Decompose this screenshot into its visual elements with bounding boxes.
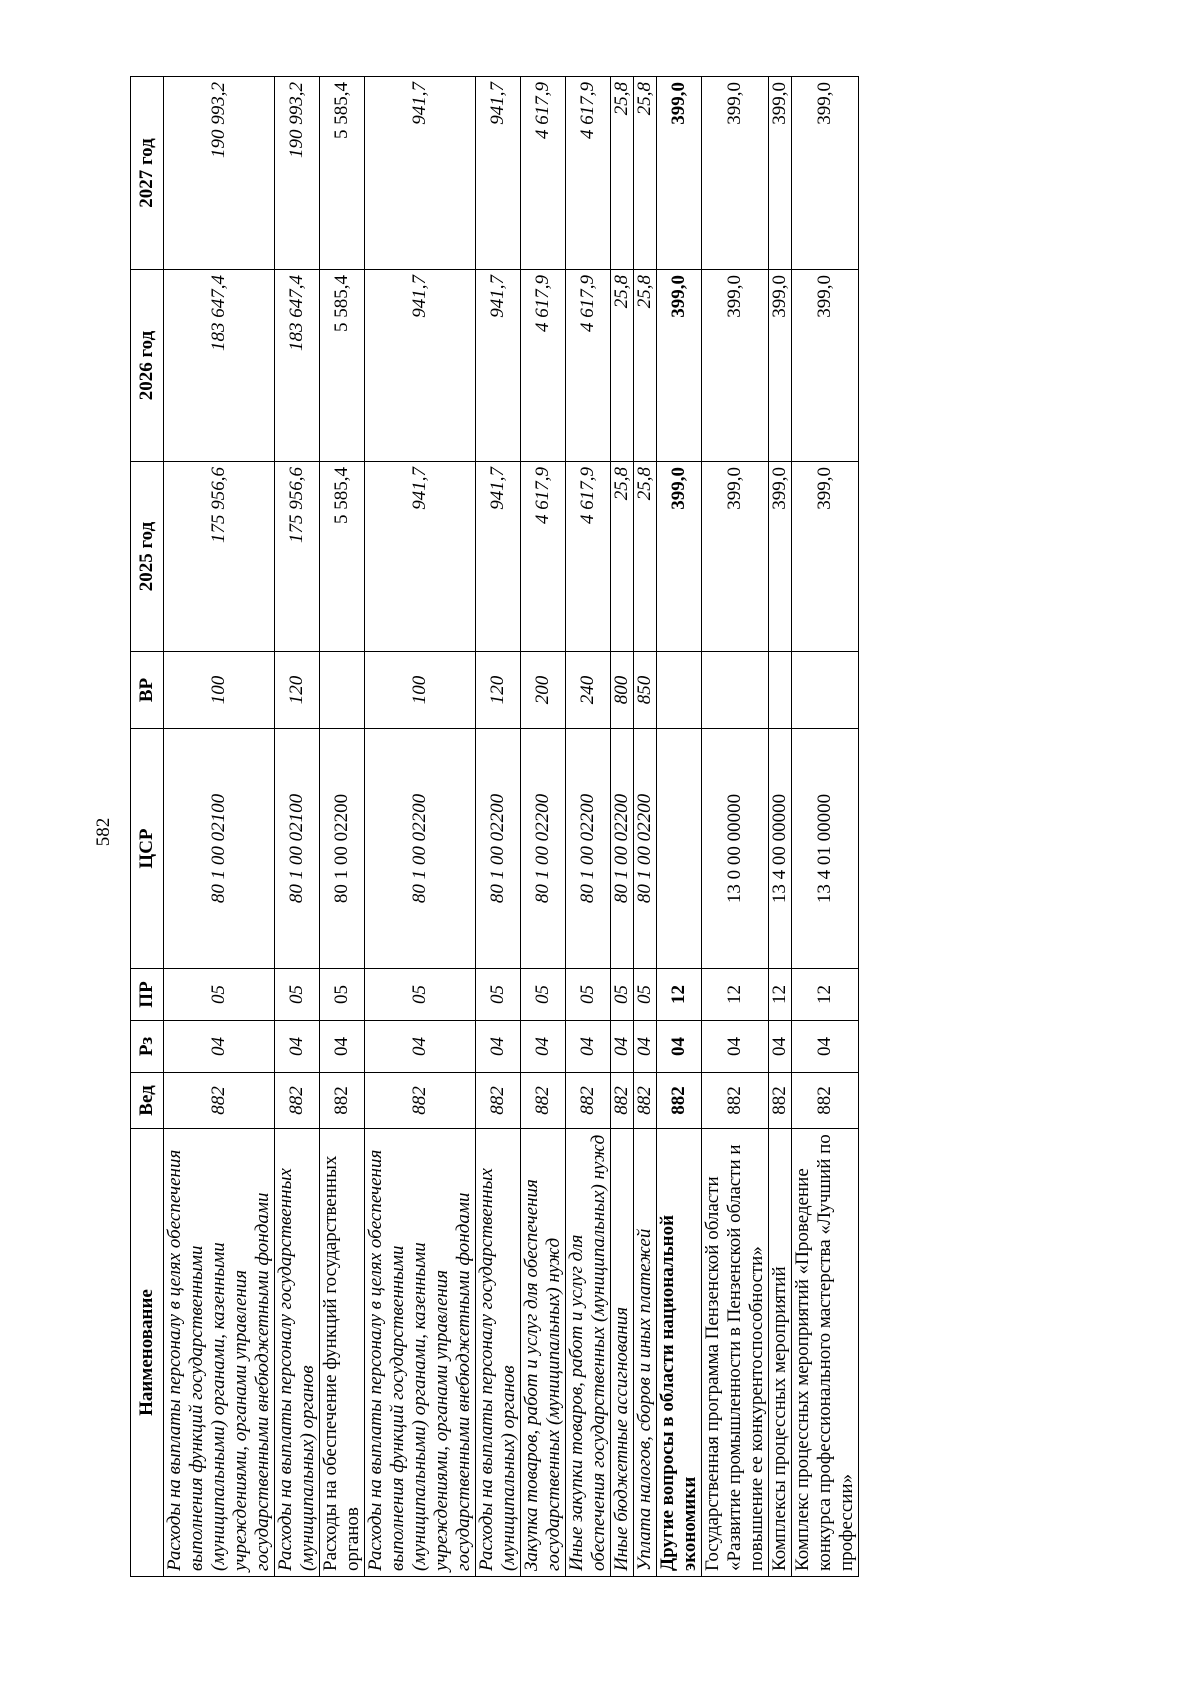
cell-2027: 190 993,2 [275, 77, 320, 270]
table-row [769, 77, 792, 1577]
cell-ved: 882 [769, 1073, 792, 1129]
rotated-table-container [130, 77, 1065, 1577]
cell-rz: 04 [566, 1021, 611, 1073]
cell-name: Комплексы процессных мероприятий [769, 1129, 792, 1577]
cell-2027: 399,0 [769, 77, 792, 270]
cell-rz: 04 [611, 1021, 634, 1073]
table-header-row [131, 77, 164, 1577]
cell-rz: 04 [792, 1021, 859, 1073]
cell-pr: 05 [275, 969, 320, 1021]
cell-2027: 25,8 [611, 77, 634, 270]
cell-vr: 120 [476, 652, 521, 729]
header-2026: 2026 год [131, 270, 164, 462]
cell-csr: 80 1 00 02200 [521, 729, 566, 969]
cell-pr: 05 [320, 969, 365, 1021]
table-row [611, 77, 634, 1577]
cell-pr: 12 [792, 969, 859, 1021]
cell-pr: 05 [164, 969, 275, 1021]
cell-ved: 882 [566, 1073, 611, 1129]
cell-name: Расходы на выплаты персоналу государственных (муниципальных) органов [275, 1129, 320, 1577]
cell-csr [657, 729, 702, 969]
cell-csr: 80 1 00 02200 [566, 729, 611, 969]
cell-name: Государственная программа Пензенской области «Развитие промышленности в Пензенской области и повышение ее конкурентоспособности» [702, 1129, 769, 1577]
cell-csr: 80 1 00 02100 [275, 729, 320, 969]
cell-csr: 80 1 00 02200 [634, 729, 657, 969]
table-row [566, 77, 611, 1577]
cell-2026: 5 585,4 [320, 270, 365, 462]
cell-csr: 13 0 00 00000 [702, 729, 769, 969]
cell-rz: 04 [657, 1021, 702, 1073]
cell-rz: 04 [521, 1021, 566, 1073]
cell-csr: 13 4 00 00000 [769, 729, 792, 969]
cell-csr: 80 1 00 02200 [320, 729, 365, 969]
cell-pr: 12 [769, 969, 792, 1021]
cell-name: Расходы на обеспечение функций государственных органов [320, 1129, 365, 1577]
page-number: 582 [93, 817, 114, 847]
table-row [365, 77, 476, 1577]
cell-pr: 05 [634, 969, 657, 1021]
cell-vr: 120 [275, 652, 320, 729]
cell-csr: 80 1 00 02200 [365, 729, 476, 969]
cell-2027: 399,0 [792, 77, 859, 270]
cell-rz: 04 [769, 1021, 792, 1073]
cell-2025: 25,8 [634, 462, 657, 652]
table-row [164, 77, 275, 1577]
cell-vr [320, 652, 365, 729]
cell-2027: 941,7 [476, 77, 521, 270]
cell-name: Уплата налогов, сборов и иных платежей [634, 1129, 657, 1577]
cell-vr [769, 652, 792, 729]
cell-name: Закупка товаров, работ и услуг для обеспечения государственных (муниципальных) нужд [521, 1129, 566, 1577]
cell-2026: 399,0 [769, 270, 792, 462]
cell-2025: 399,0 [702, 462, 769, 652]
cell-2026: 941,7 [365, 270, 476, 462]
cell-2027: 399,0 [702, 77, 769, 270]
cell-2027: 5 585,4 [320, 77, 365, 270]
table-body [164, 77, 859, 1577]
cell-name: Другие вопросы в области национальной экономики [657, 1129, 702, 1577]
cell-ved: 882 [275, 1073, 320, 1129]
cell-vr [702, 652, 769, 729]
cell-2026: 399,0 [792, 270, 859, 462]
cell-2027: 190 993,2 [164, 77, 275, 270]
cell-ved: 882 [657, 1073, 702, 1129]
cell-2027: 4 617,9 [521, 77, 566, 270]
cell-name: Иные бюджетные ассигнования [611, 1129, 634, 1577]
cell-ved: 882 [634, 1073, 657, 1129]
cell-2025: 4 617,9 [521, 462, 566, 652]
cell-name: Комплекс процессных мероприятий «Проведение конкурса профессионального мастерства «Лучший по профессии» [792, 1129, 859, 1577]
table-row [275, 77, 320, 1577]
header-name: Наименование [131, 1129, 164, 1577]
header-rz: Рз [131, 1021, 164, 1073]
cell-2026: 4 617,9 [566, 270, 611, 462]
cell-pr: 05 [476, 969, 521, 1021]
table-row [476, 77, 521, 1577]
cell-csr: 80 1 00 02200 [611, 729, 634, 969]
cell-ved: 882 [792, 1073, 859, 1129]
cell-vr [792, 652, 859, 729]
cell-2026: 399,0 [657, 270, 702, 462]
cell-csr: 13 4 01 00000 [792, 729, 859, 969]
cell-vr: 850 [634, 652, 657, 729]
cell-ved: 882 [702, 1073, 769, 1129]
table-row [792, 77, 859, 1577]
table-row [657, 77, 702, 1577]
cell-pr: 05 [365, 969, 476, 1021]
cell-2027: 399,0 [657, 77, 702, 270]
cell-2027: 25,8 [634, 77, 657, 270]
cell-rz: 04 [365, 1021, 476, 1073]
cell-2025: 399,0 [769, 462, 792, 652]
table-row [320, 77, 365, 1577]
cell-vr [657, 652, 702, 729]
cell-pr: 05 [611, 969, 634, 1021]
cell-pr: 12 [702, 969, 769, 1021]
cell-rz: 04 [634, 1021, 657, 1073]
cell-vr: 240 [566, 652, 611, 729]
cell-2025: 399,0 [792, 462, 859, 652]
cell-vr: 200 [521, 652, 566, 729]
cell-2026: 183 647,4 [275, 270, 320, 462]
cell-ved: 882 [611, 1073, 634, 1129]
cell-rz: 04 [320, 1021, 365, 1073]
cell-2025: 175 956,6 [275, 462, 320, 652]
cell-vr: 100 [164, 652, 275, 729]
cell-2025: 5 585,4 [320, 462, 365, 652]
cell-2026: 4 617,9 [521, 270, 566, 462]
cell-ved: 882 [365, 1073, 476, 1129]
cell-2025: 4 617,9 [566, 462, 611, 652]
cell-name: Расходы на выплаты персоналу в целях обеспечения выполнения функций государственными (муниципальными) органами, казенными учреждениями, органами управления государственными внебюджетными фондами [164, 1129, 275, 1577]
cell-2027: 941,7 [365, 77, 476, 270]
cell-name: Расходы на выплаты персоналу государственных (муниципальных) органов [476, 1129, 521, 1577]
cell-2025: 941,7 [476, 462, 521, 652]
cell-vr: 800 [611, 652, 634, 729]
cell-pr: 12 [657, 969, 702, 1021]
cell-name: Иные закупки товаров, работ и услуг для обеспечения государственных (муниципальных) нужд [566, 1129, 611, 1577]
cell-2026: 941,7 [476, 270, 521, 462]
table-row [634, 77, 657, 1577]
cell-2026: 25,8 [634, 270, 657, 462]
table-row [702, 77, 769, 1577]
cell-2025: 941,7 [365, 462, 476, 652]
header-pr: ПР [131, 969, 164, 1021]
cell-rz: 04 [476, 1021, 521, 1073]
cell-csr: 80 1 00 02200 [476, 729, 521, 969]
cell-rz: 04 [164, 1021, 275, 1073]
header-ved: Вед [131, 1073, 164, 1129]
header-csr: ЦСР [131, 729, 164, 969]
cell-2025: 399,0 [657, 462, 702, 652]
cell-ved: 882 [476, 1073, 521, 1129]
budget-table [130, 76, 859, 1577]
cell-pr: 05 [566, 969, 611, 1021]
header-vr: ВР [131, 652, 164, 729]
cell-name: Расходы на выплаты персоналу в целях обеспечения выполнения функций государственными (муниципальными) органами, казенными учреждениями, органами управления государственными внебюджетными фондами [365, 1129, 476, 1577]
table-row [521, 77, 566, 1577]
header-2025: 2025 год [131, 462, 164, 652]
cell-ved: 882 [164, 1073, 275, 1129]
cell-2026: 183 647,4 [164, 270, 275, 462]
cell-csr: 80 1 00 02100 [164, 729, 275, 969]
cell-ved: 882 [521, 1073, 566, 1129]
cell-2026: 399,0 [702, 270, 769, 462]
cell-pr: 05 [521, 969, 566, 1021]
cell-2025: 175 956,6 [164, 462, 275, 652]
cell-vr: 100 [365, 652, 476, 729]
cell-2025: 25,8 [611, 462, 634, 652]
cell-rz: 04 [702, 1021, 769, 1073]
header-2027: 2027 год [131, 77, 164, 270]
cell-2027: 4 617,9 [566, 77, 611, 270]
cell-2026: 25,8 [611, 270, 634, 462]
cell-rz: 04 [275, 1021, 320, 1073]
cell-ved: 882 [320, 1073, 365, 1129]
